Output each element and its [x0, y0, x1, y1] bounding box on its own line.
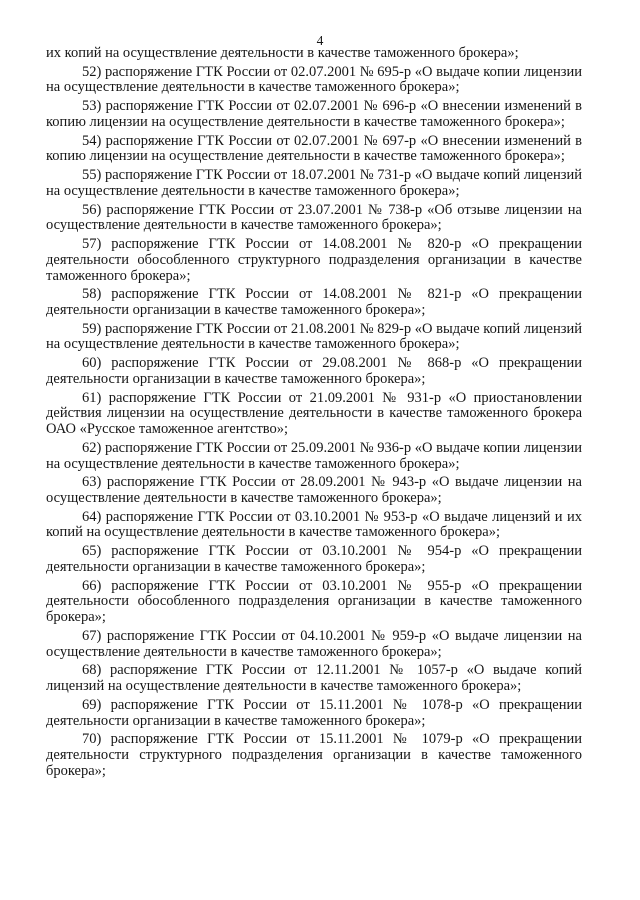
list-item-continuation: их копий на осуществление деятельности в качестве таможенного брокера»; — [46, 45, 519, 61]
list-item-61: 61) распоряжение ГТК России от 21.09.2001 № 931-р «О приостановлении действия лицензии на осуществление деятельности в качестве таможенного брокера ОАО «Русское таможенное агентство»; — [46, 389, 582, 438]
page-number: 4 — [316, 33, 324, 48]
list-item-55: 55) распоряжение ГТК России от 18.07.2001 № 731-р «О выдаче копий лицензий на осуществление деятельности в качестве таможенного брокера»; — [46, 167, 582, 199]
list-item-62: 62) распоряжение ГТК России от 25.09.2001 № 936-р «О выдаче копии лицензии на осуществление деятельности в качестве таможенного брокера»; — [46, 439, 582, 472]
list-item-65: 65) распоряжение ГТК России от 03.10.2001 № 954-р «О прекращении деятельности организации в качестве таможенного брокера»; — [46, 543, 582, 575]
list-item-69: 69) распоряжение ГТК России от 15.11.2001 № 1078-р «О прекращении деятельности организации в качестве таможенного брокера»; — [46, 696, 582, 729]
list-item-54: 54) распоряжение ГТК России от 02.07.2001 № 697-р «О внесении изменений в копию лицензии на осуществление деятельности в качестве таможенного брокера»; — [46, 132, 582, 165]
list-item-60: 60) распоряжение ГТК России от 29.08.2001 № 868-р «О прекращении деятельности организации в качестве таможенного брокера»; — [46, 355, 582, 387]
list-item-68: 68) распоряжение ГТК России от 12.11.2001 № 1057-р «О выдаче копий лицензий на осуществление деятельности в качестве таможенного брокера»; — [46, 662, 582, 695]
list-item-52: 52) распоряжение ГТК России от 02.07.2001 № 695-р «О выдаче копии лицензии на осуществление деятельности в качестве таможенного брокера»; — [46, 63, 582, 96]
list-item-53: 53) распоряжение ГТК России от 02.07.2001 № 696-р «О внесении изменений в копию лицензии на осуществление деятельности в качестве таможенного брокера»; — [46, 98, 582, 130]
list-item-63: 63) распоряжение ГТК России от 28.09.2001 № 943-р «О выдаче лицензии на осуществление деятельности в качестве таможенного брокера»; — [46, 474, 582, 506]
list-item-59: 59) распоряжение ГТК России от 21.08.2001 № 829-р «О выдаче копий лицензий на осуществление деятельности в качестве таможенного брокера»; — [46, 320, 582, 353]
list-item-56: 56) распоряжение ГТК России от 23.07.2001 № 738-р «Об отзыве лицензии на осуществление деятельности в качестве таможенного брокера»; — [46, 201, 582, 234]
list-item-67: 67) распоряжение ГТК России от 04.10.2001 № 959-р «О выдаче лицензии на осуществление деятельности в качестве таможенного брокера»; — [46, 627, 582, 660]
list-item-57: 57) распоряжение ГТК России от 14.08.2001 № 820-р «О прекращении деятельности обособленного структурного подразделения организации в качестве таможенного брокера»; — [46, 236, 582, 284]
list-item-64: 64) распоряжение ГТК России от 03.10.2001 № 953-р «О выдаче лицензий и их копий на осуществление деятельности в качестве таможенного брокера»; — [46, 508, 582, 541]
list-item-58: 58) распоряжение ГТК России от 14.08.2001 № 821-р «О прекращении деятельности организации в качестве таможенного брокера»; — [46, 286, 582, 318]
list-item-66: 66) распоряжение ГТК России от 03.10.2001 № 955-р «О прекращении деятельности обособленного подразделения организации в качестве таможенного брокера»; — [46, 577, 582, 626]
document-body — [46, 46, 582, 782]
list-item-70: 70) распоряжение ГТК России от 15.11.2001 № 1079-р «О прекращении деятельности структурного подразделения организации в качестве таможенного брокера»; — [46, 731, 582, 779]
